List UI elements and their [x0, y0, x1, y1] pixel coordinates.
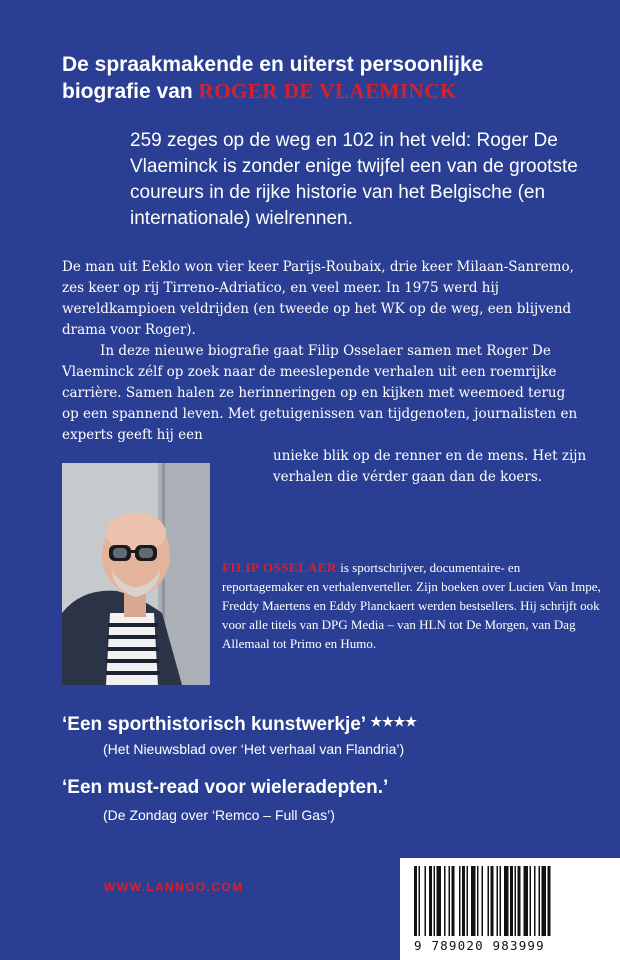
author-portrait-illustration	[62, 463, 210, 685]
body-paragraph-1: De man uit Eeklo won vier keer Parijs-Roubaix, drie keer Milaan-Sanremo, zes keer op rij Tirreno-Adriatico, en veel meer. In 1975 werd hij wereldkampioen veldrijden (en tweede op het WK op de weg, een blijvend drama voor Roger).	[62, 259, 574, 338]
isbn-number: 9 789020 983999	[414, 938, 545, 953]
headline-subject: ROGER DE VLAEMINCK	[198, 79, 457, 103]
headline-line1: De spraakmakende en uiterst persoonlijke	[62, 53, 484, 76]
review-source-1: (Het Nieuwsblad over ‘Het verhaal van Flandria’)	[103, 741, 405, 757]
review-quote-2-text: ‘Een must-read voor wieleradepten.’	[62, 777, 389, 798]
review-quote-1-text: ‘Een sporthistorisch kunstwerkje’	[62, 714, 366, 735]
barcode	[400, 858, 620, 960]
review-quote-2	[62, 776, 602, 800]
body-paragraph-3: unieke blik op de renner en de mens. Het zijn verhalen die vérder gaan dan de koers.	[273, 448, 587, 485]
headline-line2-prefix: biografie van	[62, 80, 199, 103]
author-name: FILIP OSSELAER	[222, 560, 337, 575]
publisher-website: WWW.LANNOO.COM	[104, 880, 244, 894]
author-bio	[222, 558, 602, 653]
body-paragraph-2: In deze nieuwe biografie gaat Filip Osselaer samen met Roger De Vlaeminck zélf op zoek naar de meeslepende verhalen uit een roemrijke carrière. Samen halen ze herinneringen op en kijken met weemoed terug op een spannend leven. Met getuigenissen van tijdgenoten, journalisten en experts geeft hij een	[62, 343, 578, 443]
author-photo	[62, 463, 210, 685]
review-source-2: (De Zondag over ‘Remco – Full Gas’)	[103, 807, 335, 823]
review-quote-1	[62, 710, 602, 737]
rating-stars: ★★★★	[370, 714, 417, 729]
intro-paragraph: 259 zeges op de weg en 102 in het veld: Roger De Vlaeminck is zonder enige twijfel een van de grootste coureurs in de rijke historie van het Belgische (en internationale) wielrennen.	[130, 130, 578, 229]
barcode-bars	[414, 866, 610, 936]
headline	[62, 52, 582, 105]
author-bio-text: is sportschrijver, documentaire- en reportagemaker en verhalenverteller. Zijn boeken over Lucien Van Impe, Freddy Maertens en Eddy Planckaert werden bestsellers. Hij schrijft ook voor alle titels van DPG Media – van HLN tot De Morgen, van Dag Allemaal tot Primo en Humo.	[222, 560, 601, 651]
